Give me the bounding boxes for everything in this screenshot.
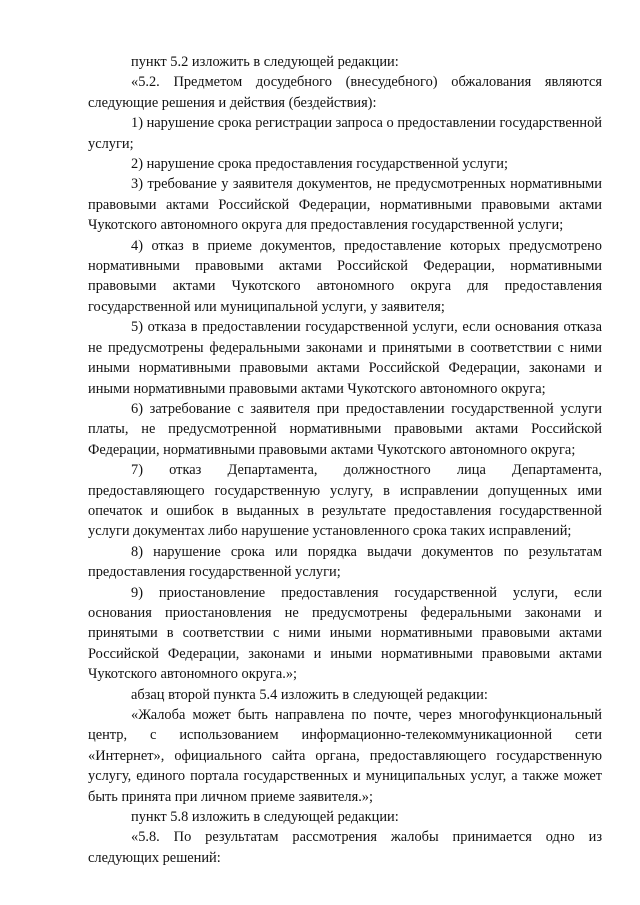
document-body (88, 52, 602, 868)
paragraph-5-8-intro: «5.8. По результатам рассмотрения жалобы принимается одно из следующих решений: (88, 829, 602, 866)
list-item-4: 4) отказ в приеме документов, предоставление которых предусмотрено нормативными правовыми актами Российской Федерации, нормативными правовыми актами Чукотского автономного округа для предоставления государственной или муниципальной услуги, у заявителя; (88, 237, 602, 315)
list-item-3: 3) требование у заявителя документов, не предусмотренных нормативными правовыми актами Российской Федерации, нормативными правовыми актами Чукотского автономного округа для предоставления государственной услуги; (88, 176, 602, 234)
list-item-7: 7) отказ Департамента, должностного лица Департамента, предоставляющего государственную услугу, в исправлении допущенных ими опечаток и ошибок в выданных в результате предоставления государственной услуги документах либо нарушение установленного срока таких исправлений; (88, 462, 602, 540)
list-item-9: 9) приостановление предоставления государственной услуги, если основания приостановления не предусмотрены федеральными законами и принятыми в соответствии с ними иными нормативными правовыми актами Российской Федерации, законами и иными нормативными правовыми актами Чукотского автономного округа.»; (88, 584, 602, 683)
list-item-1: 1) нарушение срока регистрации запроса о предоставлении государственной услуги; (88, 115, 602, 152)
list-item-8: 8) нарушение срока или порядка выдачи документов по результатам предоставления государственной услуги; (88, 543, 602, 581)
paragraph-5-2-intro: «5.2. Предметом досудебного (внесудебного) обжалования являются следующие решения и действия (бездействия): (88, 74, 602, 111)
paragraph-amend-5-2: пункт 5.2 изложить в следующей редакции: (131, 54, 399, 70)
paragraph-complaint-channels: «Жалоба может быть направлена по почте, через многофункциональный центр, с использованием информационно-телекоммуникационной сети «Интернет», официального сайта органа, предоставляющего государственную услугу, единого портала государственных и муниципальных услуг, а также может быть принята при личном приеме заявителя.»; (88, 707, 602, 805)
paragraph-amend-5-8: пункт 5.8 изложить в следующей редакции: (131, 809, 399, 826)
paragraph-amend-5-4: абзац второй пункта 5.4 изложить в следующей редакции: (131, 686, 488, 703)
list-item-2: 2) нарушение срока предоставления государственной услуги; (131, 156, 508, 173)
list-item-6: 6) затребование с заявителя при предоставлении государственной услуги платы, не предусмотренной нормативными правовыми актами Российской Федерации, нормативными правовыми актами Чукотского автономного округа; (88, 400, 602, 458)
list-item-5: 5) отказа в предоставлении государственной услуги, если основания отказа не предусмотрены федеральными законами и принятыми в соответствии с ними иными нормативными правовыми актами Российской Федерации, законами и иными нормативными правовыми актами Чукотского автономного округа; (88, 319, 602, 397)
